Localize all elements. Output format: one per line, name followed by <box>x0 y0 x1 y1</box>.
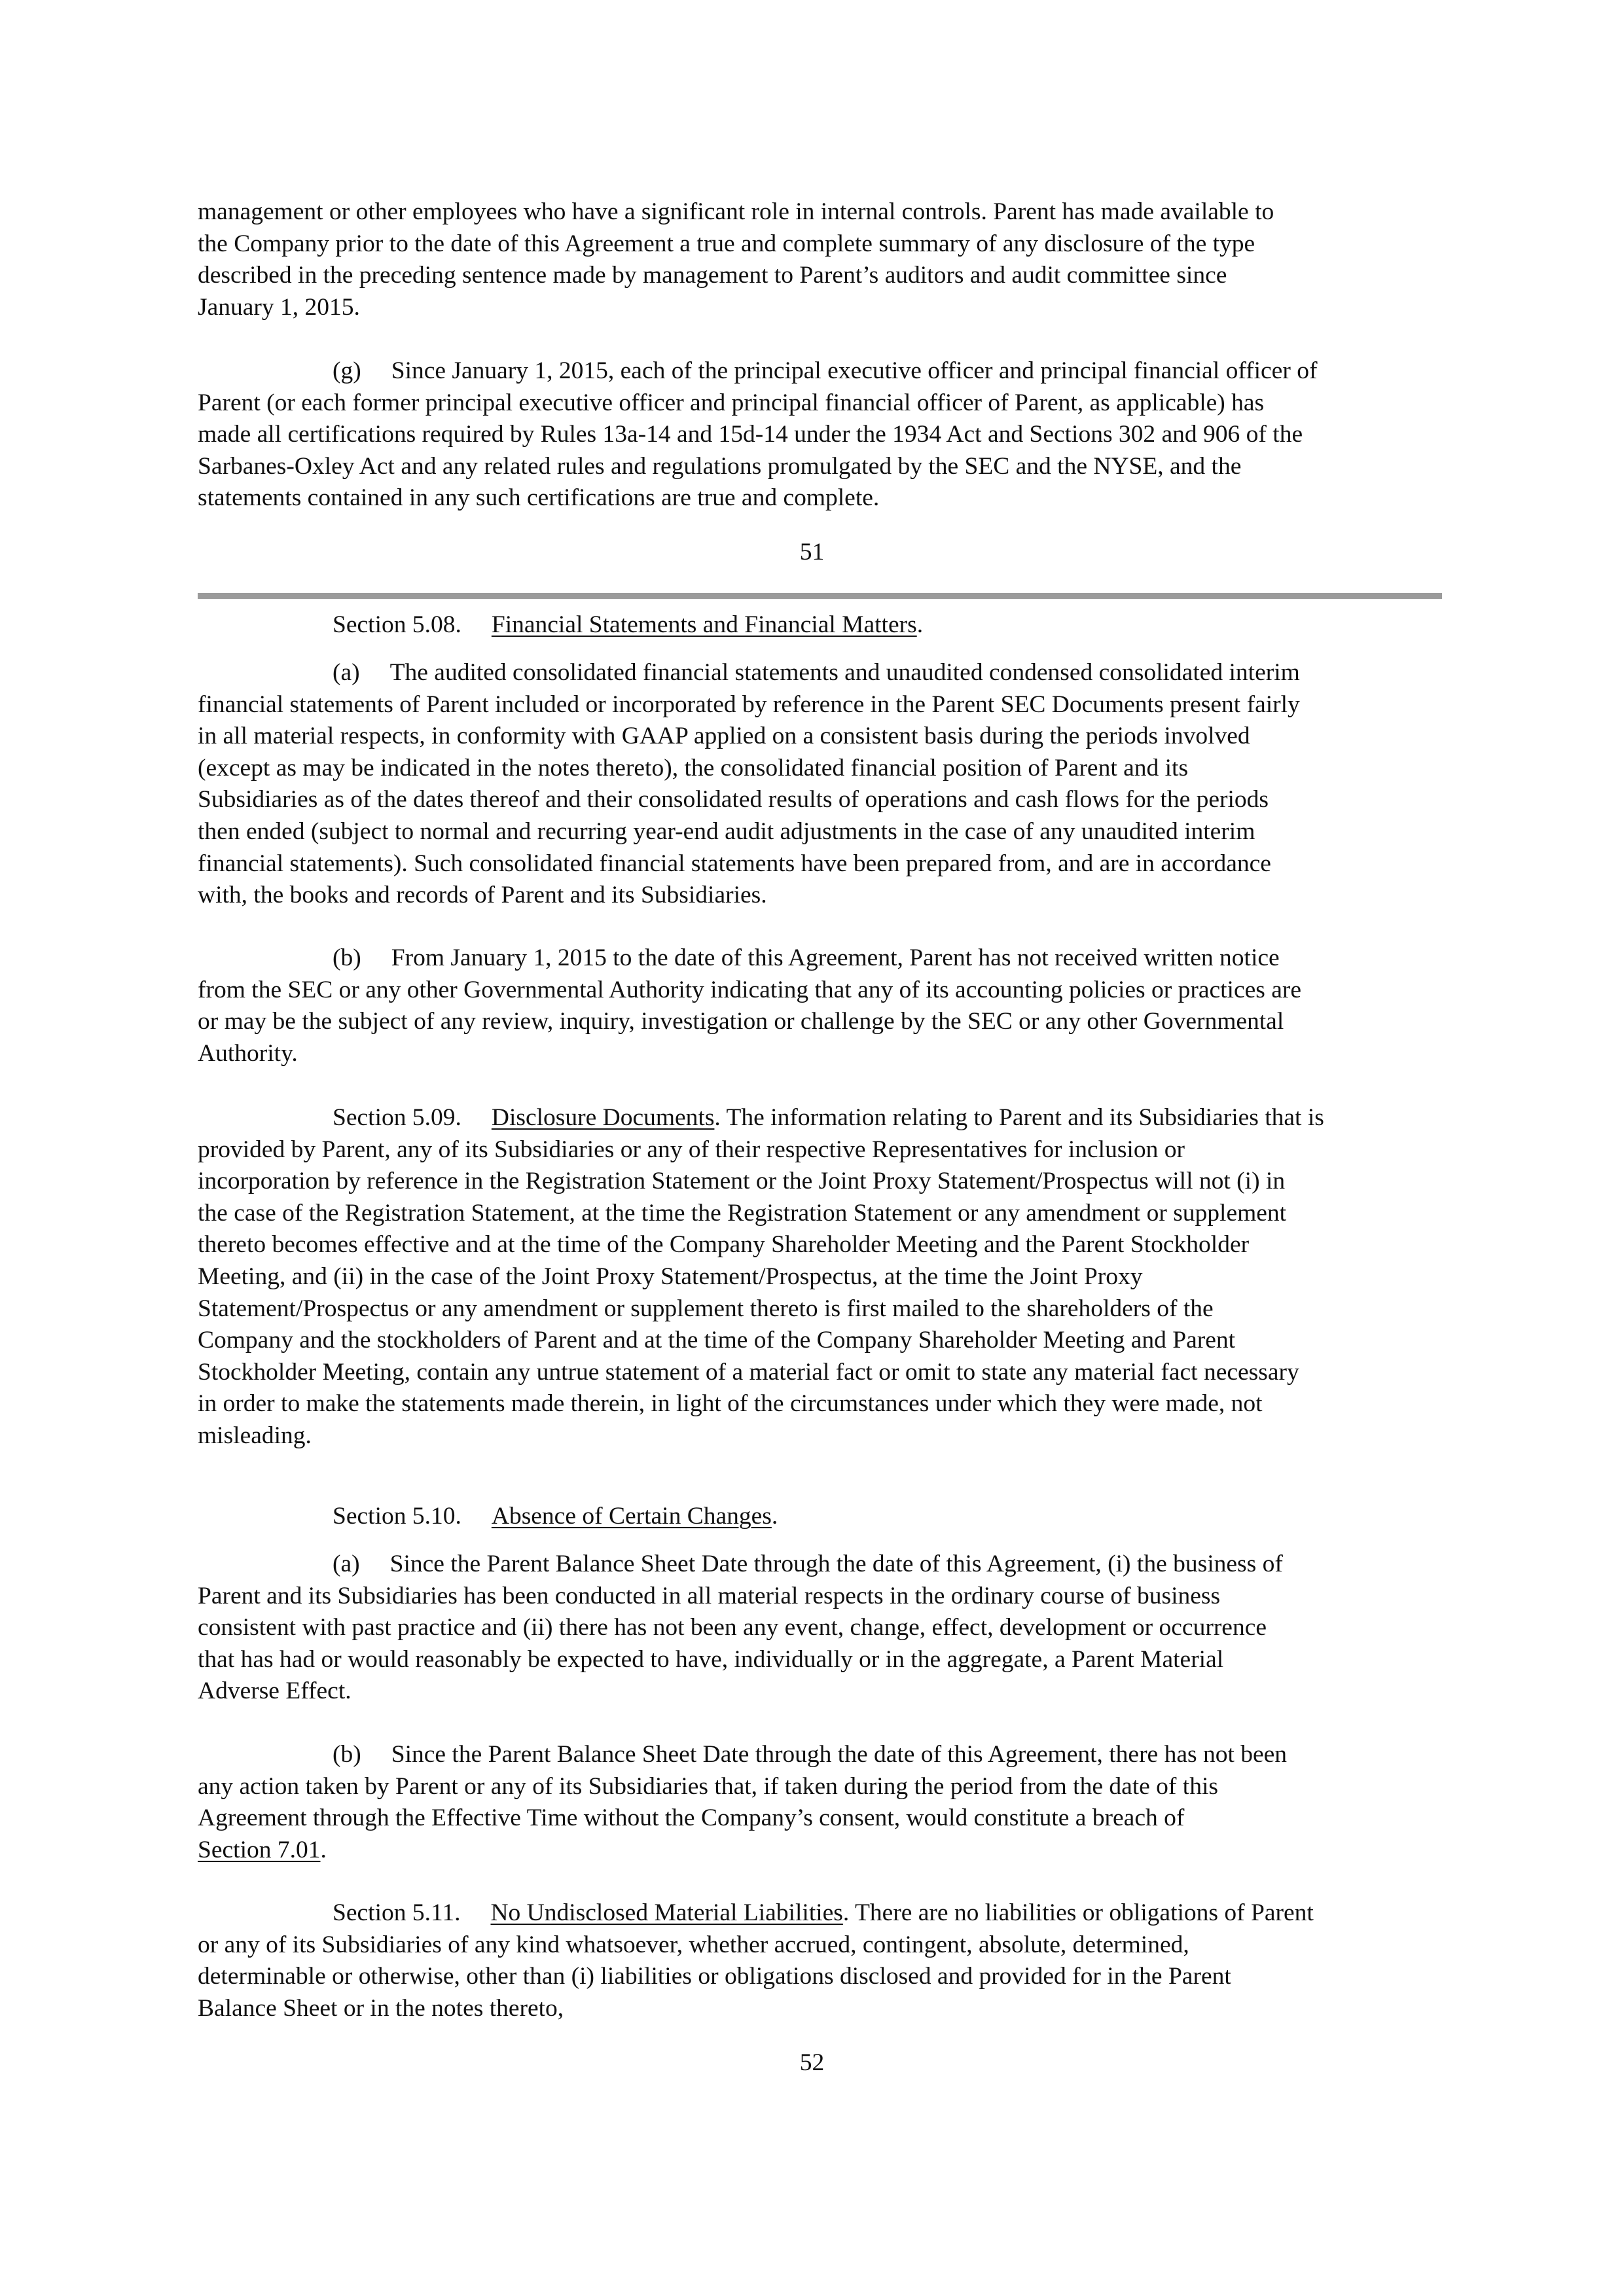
text-line: any action taken by Parent or any of its Subsidiaries that, if taken during the period from the date of this <box>198 1772 1218 1800</box>
text-line: described in the preceding sentence made by management to Parent’s auditors and audit committee since <box>198 262 1227 289</box>
section-5-11 <box>198 1897 1441 2024</box>
text-line: (except as may be indicated in the notes thereto), the consolidated financial position of Parent and its <box>198 754 1189 781</box>
section-title: Financial Statements and Financial Matters <box>491 611 917 638</box>
section-title: Disclosure Documents <box>491 1104 715 1131</box>
text-line: the Company prior to the date of this Agreement a true and complete summary of any disclosure of the type <box>198 230 1255 257</box>
text-line: Stockholder Meeting, contain any untrue statement of a material fact or omit to state any material fact necessary <box>198 1358 1299 1386</box>
section-5-10-heading <box>198 1501 1441 1533</box>
text-line: thereto becomes effective and at the time of the Company Shareholder Meeting and the Parent Stockholder <box>198 1231 1250 1259</box>
section-5-09 <box>198 1102 1441 1452</box>
text-line: Subsidiaries as of the dates thereof and their consolidated results of operations and cash flows for the periods <box>198 786 1269 814</box>
section-5-10-paragraph-a <box>198 1549 1441 1708</box>
clause-marker: (a) <box>333 1551 360 1577</box>
section-number: Section 5.09. <box>333 1104 461 1131</box>
text-line: in order to make the statements made therein, in light of the circumstances under which they were made, not <box>198 1390 1263 1418</box>
text-line: the case of the Registration Statement, at the time the Registration Statement or any amendment or supplement <box>198 1199 1287 1227</box>
page-number: 52 <box>799 2049 825 2076</box>
clause-marker: (b) <box>333 944 361 971</box>
clause-marker: (b) <box>333 1741 361 1768</box>
text-line <box>198 657 1441 689</box>
section-heading <box>198 1897 1441 1929</box>
section-number: Section 5.11. <box>333 1899 461 1926</box>
text-line: management or other employees who have a significant role in internal controls. Parent has made available to <box>198 198 1274 225</box>
paragraph-g <box>198 355 1441 514</box>
reference-end: . <box>320 1836 327 1863</box>
text-line: statements contained in any such certifications are true and complete. <box>198 484 880 512</box>
clause-marker: (a) <box>333 659 360 686</box>
text-line <box>198 355 1441 387</box>
text-line: financial statements). Such consolidated financial statements have been prepared from, and are in accordance <box>198 850 1271 877</box>
page-number: 51 <box>799 539 825 565</box>
text-line: made all certifications required by Rules 13a-14 and 15d-14 under the 1934 Act and Sections 302 and 906 of the <box>198 421 1303 448</box>
text-line: Company and the stockholders of Parent and at the time of the Company Shareholder Meeting and Parent <box>198 1327 1236 1354</box>
text-line: Parent (or each former principal executive officer and principal financial officer of Parent, as applicable) has <box>198 389 1265 416</box>
clause-text: Since the Parent Balance Sheet Date through the date of this Agreement, (i) the business of <box>389 1551 1283 1577</box>
section-heading <box>198 1501 1441 1533</box>
section-number: Section 5.10. <box>333 1503 461 1530</box>
text-line: in all material respects, in conformity with GAAP applied on a consistent basis during the periods involved <box>198 723 1250 750</box>
section-title: No Undisclosed Material Liabilities <box>490 1899 843 1926</box>
text-line: or may be the subject of any review, inquiry, investigation or challenge by the SEC or any other Governmental <box>198 1008 1284 1035</box>
clause-text: From January 1, 2015 to the date of this Agreement, Parent has not received written notice <box>391 944 1280 971</box>
text-line: Sarbanes-Oxley Act and any related rules and regulations promulgated by the SEC and the NYSE, and the <box>198 452 1242 480</box>
clause-text: Since January 1, 2015, each of the principal executive officer and principal financial officer of <box>391 357 1318 384</box>
page-break-rule <box>198 593 1442 599</box>
section-first-line-tail: . There are no liabilities or obligations of Parent <box>842 1899 1314 1926</box>
clause-text: Since the Parent Balance Sheet Date through the date of this Agreement, there has not been <box>391 1741 1288 1768</box>
section-title: Absence of Certain Changes <box>491 1503 772 1530</box>
text-line: Parent and its Subsidiaries has been conducted in all material respects in the ordinary course of business <box>198 1582 1221 1609</box>
text-line: financial statements of Parent included or incorporated by reference in the Parent SEC Documents present fairly <box>198 691 1300 718</box>
section-title-end: . <box>771 1503 778 1530</box>
clause-text: The audited consolidated financial statements and unaudited condensed consolidated interim <box>389 659 1300 686</box>
section-5-08-paragraph-b <box>198 942 1441 1069</box>
clause-marker: (g) <box>333 357 361 384</box>
section-5-08-heading <box>198 609 1441 641</box>
text-line: Agreement through the Effective Time without the Company’s consent, would constitute a breach of <box>198 1804 1185 1832</box>
text-line: with, the books and records of Parent and its Subsidiaries. <box>198 882 767 909</box>
section-number: Section 5.08. <box>333 611 461 638</box>
text-line <box>198 1549 1441 1581</box>
text-line: Meeting, and (ii) in the case of the Joint Proxy Statement/Prospectus, at the time the Joint Proxy <box>198 1263 1143 1290</box>
continuation-paragraph <box>198 196 1441 323</box>
section-5-08-paragraph-a <box>198 657 1441 912</box>
text-line: or any of its Subsidiaries of any kind whatsoever, whether accrued, contingent, absolute, determined, <box>198 1931 1189 1958</box>
section-heading <box>198 1102 1441 1134</box>
text-line: Authority. <box>198 1039 298 1067</box>
section-cross-reference: Section 7.01 <box>198 1836 321 1863</box>
section-heading <box>198 609 1441 641</box>
section-5-10-paragraph-b <box>198 1739 1441 1866</box>
text-line: Statement/Prospectus or any amendment or supplement thereto is first mailed to the shareholders of the <box>198 1295 1214 1322</box>
text-line: incorporation by reference in the Registration Statement or the Joint Proxy Statement/Prospectus will not (i) in <box>198 1168 1286 1195</box>
text-line: that has had or would reasonably be expected to have, individually or in the aggregate, a Parent Material <box>198 1645 1224 1673</box>
text-line: provided by Parent, any of its Subsidiaries or any of their respective Representatives for inclusion or <box>198 1136 1185 1163</box>
text-line: misleading. <box>198 1422 312 1449</box>
text-line: Adverse Effect. <box>198 1677 352 1705</box>
text-line <box>198 942 1441 975</box>
text-line: then ended (subject to normal and recurring year-end audit adjustments in the case of any unaudited interim <box>198 817 1255 845</box>
text-line <box>198 1835 1441 1867</box>
text-line <box>198 1739 1441 1771</box>
section-title-end: . <box>916 611 924 638</box>
text-line: consistent with past practice and (ii) there has not been any event, change, effect, development or occurrence <box>198 1614 1267 1641</box>
section-first-line-tail: . The information relating to Parent and its Subsidiaries that is <box>714 1104 1324 1131</box>
text-line: from the SEC or any other Governmental Authority indicating that any of its accounting policies or practices are <box>198 976 1301 1003</box>
text-line: determinable or otherwise, other than (i) liabilities or obligations disclosed and provided for in the Parent <box>198 1963 1231 1990</box>
text-line: January 1, 2015. <box>198 293 360 321</box>
text-line: Balance Sheet or in the notes thereto, <box>198 1994 564 2022</box>
